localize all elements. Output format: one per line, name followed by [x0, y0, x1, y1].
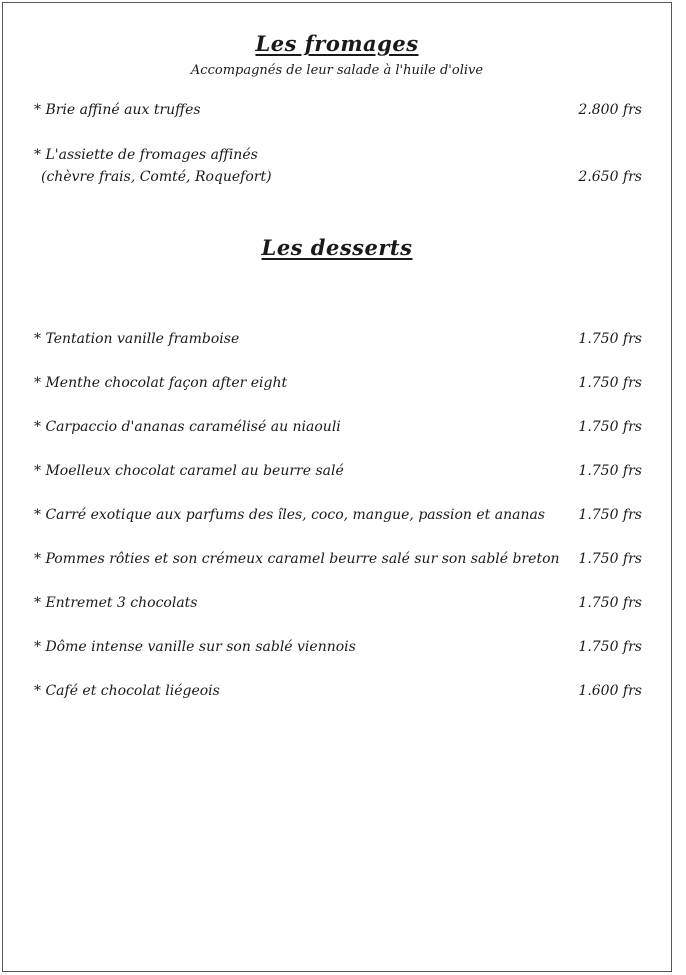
menu-item — [34, 375, 642, 395]
item-price: 1.750 frs — [578, 419, 642, 435]
menu-item — [34, 639, 642, 659]
item-name: * Carré exotique aux parfums des îles, coco, mangue, passion et ananas — [34, 507, 545, 523]
menu-item — [34, 331, 642, 351]
item-name: * Carpaccio d'ananas caramélisé au niaouli — [34, 419, 341, 435]
item-name: * Pommes rôties et son crémeux caramel beurre salé sur son sablé breton — [34, 551, 560, 567]
menu-item — [34, 595, 642, 615]
item-price: 1.750 frs — [578, 331, 642, 347]
item-price: 2.800 frs — [578, 102, 642, 118]
item-price: 2.650 frs — [578, 169, 642, 185]
item-name: * Brie affiné aux truffes — [34, 102, 201, 118]
desserts-title: Les desserts — [261, 235, 413, 260]
item-price: 1.750 frs — [578, 639, 642, 655]
fromages-title: Les fromages — [255, 31, 419, 56]
item-name: * Tentation vanille framboise — [34, 331, 240, 347]
menu-item — [34, 147, 642, 185]
menu-item — [34, 683, 642, 703]
menu-item — [34, 419, 642, 439]
item-name: * L'assiette de fromages affinés — [34, 147, 258, 163]
item-price: 1.750 frs — [578, 463, 642, 479]
fromages-subtitle: Accompagnés de leur salade à l'huile d'olive — [190, 63, 484, 78]
item-name: * Dôme intense vanille sur son sablé viennois — [34, 639, 356, 655]
item-price: 1.750 frs — [578, 551, 642, 567]
item-price: 1.750 frs — [578, 595, 642, 611]
item-price: 1.750 frs — [578, 375, 642, 391]
menu-item — [34, 463, 642, 483]
item-price: 1.750 frs — [578, 507, 642, 523]
menu-item — [34, 551, 642, 571]
menu-item — [34, 102, 642, 122]
item-name: * Moelleux chocolat caramel au beurre salé — [34, 463, 344, 479]
item-price: 1.600 frs — [578, 683, 642, 699]
item-name: * Café et chocolat liégeois — [34, 683, 220, 699]
menu-page — [2, 2, 672, 972]
item-name-detail: (chèvre frais, Comté, Roquefort) — [41, 169, 272, 185]
menu-item — [34, 507, 642, 527]
item-name: * Entremet 3 chocolats — [34, 595, 198, 611]
item-name: * Menthe chocolat façon after eight — [34, 375, 288, 391]
